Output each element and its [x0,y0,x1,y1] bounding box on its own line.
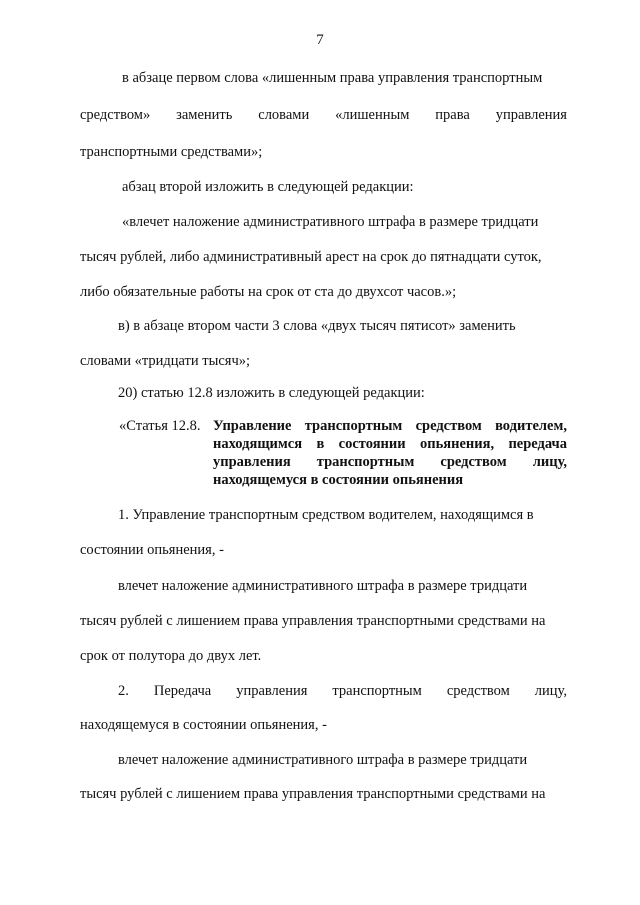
part1-sanction-line2: тысяч рублей с лишением права управления транспортными средствами на [80,613,546,629]
article-title-line1 [213,417,567,435]
word: управления [213,454,291,470]
word: транспортным [316,454,415,470]
word: водителем, [495,418,567,434]
page-number: 7 [316,32,324,48]
word: средством» [80,107,151,123]
word: средством [446,683,510,699]
para3-line3: либо обязательные работы на срок от ста до двухсот часов.»; [80,284,457,300]
word: средством [415,418,482,434]
word: Управление [213,418,292,434]
article-title-line4: находящемуся в состоянии опьянения [213,472,464,488]
article-title-line2 [213,435,567,453]
part1-line2: состоянии опьянения, - [80,542,224,558]
word: права [435,107,470,123]
word: Передача [153,683,212,699]
part1-sanction-line3: срок от полутора до двух лет. [80,648,262,664]
word: передача [508,436,567,452]
part2-sanction-line1: влечет наложение административного штрафа в размере тридцати [118,752,528,768]
para4-line1: в) в абзаце втором части 3 слова «двух тысяч пятисот» заменить [118,318,516,334]
para1-line3: транспортными средствами»; [80,144,263,160]
word: словами [258,107,310,123]
part1-line1: 1. Управление транспортным средством водителем, находящимся в [118,507,534,523]
para1-line1: в абзаце первом слова «лишенным права управления транспортным [122,70,543,86]
part1-sanction-line1: влечет наложение административного штрафа в размере тридцати [118,578,528,594]
article-label: «Статья 12.8. [119,418,201,434]
word: средством [440,454,507,470]
word: «лишенным [335,107,410,123]
word: в [316,436,325,452]
para1-line2 [80,106,567,124]
word: управления [236,683,308,699]
para5-line: 20) статью 12.8 изложить в следующей редакции: [118,385,425,401]
para3-line1: «влечет наложение административного штрафа в размере тридцати [122,214,539,230]
part2-line2: находящемуся в состоянии опьянения, - [80,717,327,733]
word: лицу, [532,454,567,470]
para2-line: абзац второй изложить в следующей редакции: [122,179,414,195]
word: лицу, [534,683,567,699]
para3-line2: тысяч рублей, либо административный арест на срок до пятнадцати суток, [80,249,542,265]
word: заменить [176,107,233,123]
article-title [213,417,567,489]
article-title-line3 [213,453,567,471]
word: управления [495,107,567,123]
para4-line2: словами «тридцати тысяч»; [80,353,251,369]
word: 2. [118,683,129,699]
word: состоянии [338,436,406,452]
word: находящимся [213,436,303,452]
word: транспортным [332,683,422,699]
word: опьянения, [419,436,495,452]
part2-line1 [118,682,567,700]
word: транспортным [304,418,403,434]
part2-sanction-line2: тысяч рублей с лишением права управления транспортными средствами на [80,786,546,802]
